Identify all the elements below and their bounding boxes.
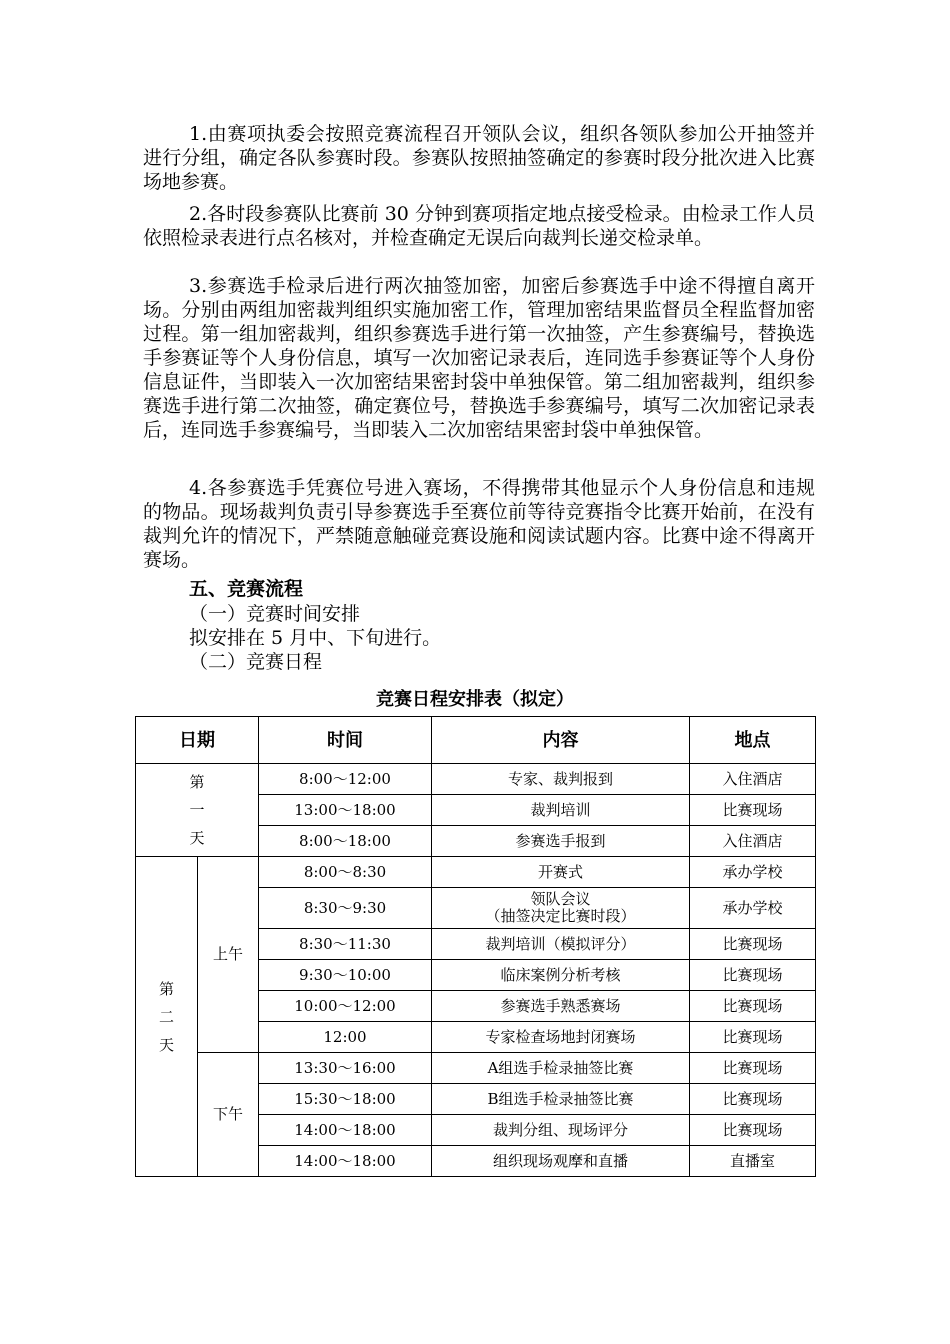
- day1-label: 第一天: [189, 773, 205, 847]
- time-cell: 8:00～12:00: [259, 764, 432, 795]
- place-cell: 比赛现场: [690, 795, 816, 826]
- header-date: 日期: [136, 717, 259, 764]
- content-cell: [432, 888, 690, 929]
- pm-label: 下午: [212, 1105, 243, 1123]
- place-cell: 承办学校: [690, 888, 816, 929]
- header-time: 时间: [259, 717, 432, 764]
- place-cell: 入住酒店: [690, 764, 816, 795]
- content-cell: B组选手检录抽签比赛: [432, 1084, 690, 1115]
- time-cell: 13:30～16:00: [259, 1053, 432, 1084]
- header-content: 内容: [432, 717, 690, 764]
- am-label: 上午: [212, 945, 243, 963]
- time-cell: 10:00～12:00: [259, 991, 432, 1022]
- place-cell: 直播室: [690, 1146, 816, 1177]
- place-cell: 比赛现场: [690, 929, 816, 960]
- paragraph-4: [143, 476, 815, 572]
- place-cell: 比赛现场: [690, 1084, 816, 1115]
- day2-label: 第二天: [158, 979, 174, 1054]
- content-cell: 组织现场观摩和直播: [432, 1146, 690, 1177]
- subsection-1-title: （一）竞赛时间安排: [189, 603, 361, 625]
- time-cell: 8:00～18:00: [259, 826, 432, 857]
- content-line-2: （抽签决定比赛时段）: [485, 907, 636, 925]
- content-cell: 裁判分组、现场评分: [432, 1115, 690, 1146]
- subsection-1-text: 拟安排在 5 月中、下旬进行。: [189, 627, 442, 649]
- subsection-2-title: （二）竞赛日程: [189, 651, 323, 673]
- table-row: [136, 764, 816, 795]
- content-cell: 临床案例分析考核: [432, 960, 690, 991]
- table-row: [136, 857, 816, 888]
- paragraph-1-text: 1.由赛项执委会按照竞赛流程召开领队会议，组织各领队参加公开抽签并进行分组，确定各队参赛时段。参赛队按照抽签确定的参赛时段分批次进入比赛场地参赛。: [143, 123, 815, 193]
- table-header-row: [136, 717, 816, 764]
- content-cell: 裁判培训（模拟评分）: [432, 929, 690, 960]
- content-line-1: 领队会议: [530, 890, 591, 908]
- paragraph-3: [143, 274, 815, 442]
- section-heading: 五、竞赛流程: [189, 578, 304, 600]
- paragraph-3-text: 3.参赛选手检录后进行两次抽签加密，加密后参赛选手中途不得擅自离开场。分别由两组加密裁判组织实施加密工作，管理加密结果监督员全程监督加密过程。第一组加密裁判，组织参赛选手进行第一次抽签，产生参赛编号，替换选手参赛证等个人身份信息，填写一次加密记录表后，连同选手参赛证等个人身份信息证件，当即装入一次加密结果密封袋中单独保管。第二组加密裁判，组织参赛选手进行第二次抽签，确定赛位号，替换选手参赛编号，填写二次加密记录表后，连同选手参赛编号，当即装入二次加密结果密封袋中单独保管。: [143, 275, 815, 441]
- time-cell: 15:30～18:00: [259, 1084, 432, 1115]
- place-cell: 比赛现场: [690, 991, 816, 1022]
- content-cell: 裁判培训: [432, 795, 690, 826]
- paragraph-1: [143, 122, 815, 194]
- table-caption: 竞赛日程安排表（拟定）: [376, 689, 574, 710]
- time-cell: 8:00～8:30: [259, 857, 432, 888]
- time-cell: 14:00～18:00: [259, 1115, 432, 1146]
- content-cell: A组选手检录抽签比赛: [432, 1053, 690, 1084]
- time-cell: 12:00: [259, 1022, 432, 1053]
- time-cell: 9:30～10:00: [259, 960, 432, 991]
- schedule-table: [135, 716, 816, 1177]
- content-cell: 参赛选手熟悉赛场: [432, 991, 690, 1022]
- content-cell: 参赛选手报到: [432, 826, 690, 857]
- pm-label-cell: [198, 1053, 259, 1177]
- place-cell: 比赛现场: [690, 960, 816, 991]
- place-cell: 承办学校: [690, 857, 816, 888]
- time-cell: 8:30～9:30: [259, 888, 432, 929]
- place-cell: 比赛现场: [690, 1022, 816, 1053]
- place-cell: 入住酒店: [690, 826, 816, 857]
- time-cell: 14:00～18:00: [259, 1146, 432, 1177]
- content-cell: 专家、裁判报到: [432, 764, 690, 795]
- header-place: 地点: [690, 717, 816, 764]
- place-cell: 比赛现场: [690, 1115, 816, 1146]
- paragraph-2-text: 2.各时段参赛队比赛前 30 分钟到赛项指定地点接受检录。由检录工作人员依照检录表进行点名核对，并检查确定无误后向裁判长递交检录单。: [143, 203, 815, 249]
- table-row: [136, 1053, 816, 1084]
- content-cell: 开赛式: [432, 857, 690, 888]
- time-cell: 13:00～18:00: [259, 795, 432, 826]
- time-cell: 8:30～11:30: [259, 929, 432, 960]
- place-cell: 比赛现场: [690, 1053, 816, 1084]
- am-label-cell: [198, 857, 259, 1053]
- content-cell: 专家检查场地封闭赛场: [432, 1022, 690, 1053]
- day1-label-cell: [136, 764, 259, 857]
- day2-label-cell: [136, 857, 198, 1177]
- paragraph-2: [143, 202, 815, 250]
- paragraph-4-text: 4.各参赛选手凭赛位号进入赛场，不得携带其他显示个人身份信息和违规的物品。现场裁判负责引导参赛选手至赛位前等待竞赛指令比赛开始前，在没有裁判允许的情况下，严禁随意触碰竞赛设施和阅读试题内容。比赛中途不得离开赛场。: [143, 477, 815, 571]
